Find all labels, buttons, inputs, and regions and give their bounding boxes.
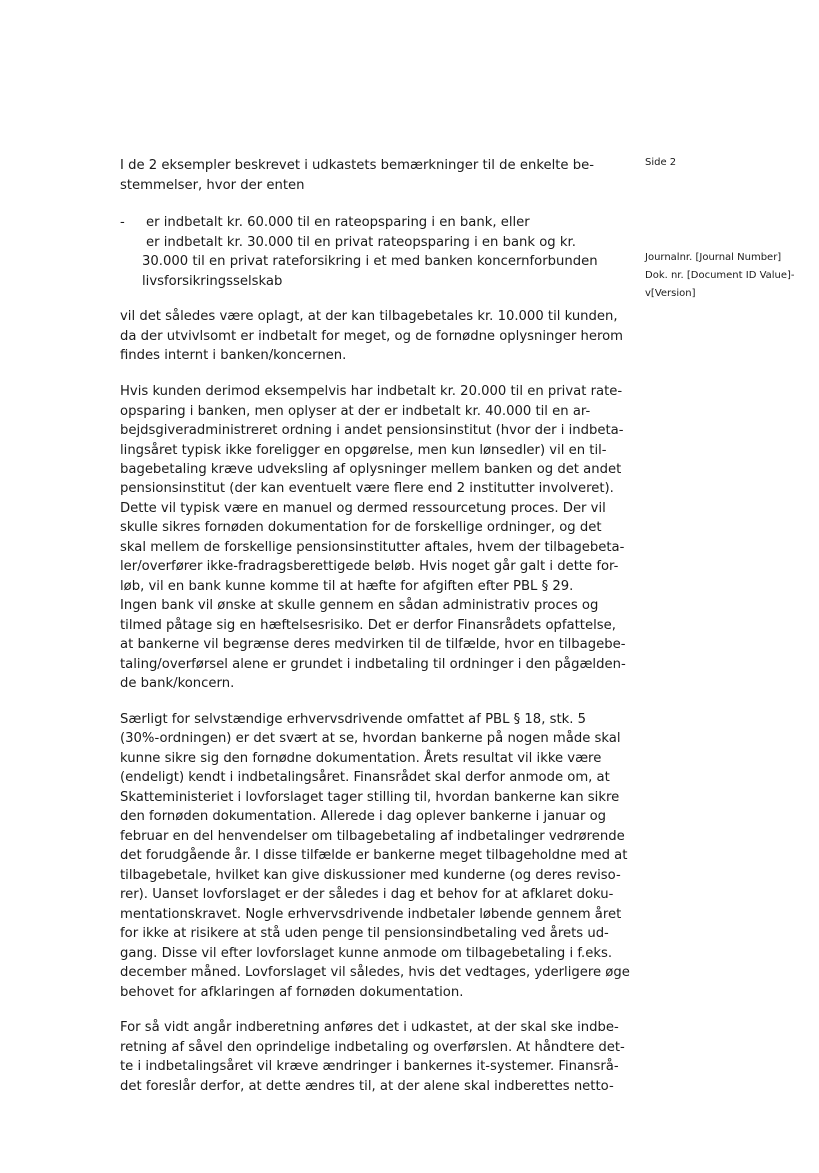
bullet-marker: - <box>120 215 125 230</box>
text-line: at bankerne vil begrænse deres medvirken til de tilfælde, hvor en tilbagebe- <box>120 637 626 652</box>
journal-number: Journalnr. [Journal Number] <box>645 252 782 263</box>
text-line: gang. Disse vil efter lovforslaget kunne anmode om tilbagebetaling i f.eks. <box>120 946 613 961</box>
text-line: februar en del henvendelser om tilbagebetaling af indbetalinger vedrørende <box>120 829 625 844</box>
text-line: findes internt i banken/koncernen. <box>120 348 347 363</box>
text-line: retning af såvel den oprindelige indbetaling og overførslen. At håndtere det- <box>120 1040 625 1055</box>
text-line: vil det således være oplagt, at der kan tilbagebetales kr. 10.000 til kunden, <box>120 309 618 324</box>
text-line: det foreslår derfor, at dette ændres til, at der alene skal indberettes netto- <box>120 1079 614 1094</box>
text-line: rer). Uanset lovforslaget er der således i dag et behov for at afklaret doku- <box>120 887 614 902</box>
text-line: bejdsgiveradministreret ordning i andet pensionsinstitut (hvor der i indbeta- <box>120 423 624 438</box>
text-line: for ikke at risikere at stå uden penge til pensionsindbetaling ved årets ud- <box>120 926 609 941</box>
text-line: behovet for afklaringen af fornøden dokumentation. <box>120 985 464 1000</box>
text-line: Hvis kunden derimod eksempelvis har indbetalt kr. 20.000 til en privat rate- <box>120 384 623 399</box>
text-line: december måned. Lovforslaget vil således, hvis det vedtages, yderligere øge <box>120 965 630 980</box>
text-line: pensionsinstitut (der kan eventuelt være flere end 2 institutter involveret). <box>120 481 614 496</box>
text-line: Dette vil typisk være en manuel og dermed ressourcetung proces. Der vil <box>120 501 606 516</box>
text-line: (30%-ordningen) er det svært at se, hvordan bankerne på nogen måde skal <box>120 731 621 746</box>
text-line: opsparing i banken, men oplyser at der er indbetalt kr. 40.000 til en ar- <box>120 404 591 419</box>
text-line: løb, vil en bank kunne komme til at hæfte for afgiften efter PBL § 29. <box>120 579 574 594</box>
text-line: da der utvivlsomt er indbetalt for meget, og de fornødne oplysninger herom <box>120 329 624 344</box>
text-line: (endeligt) kendt i indbetalingsåret. Finansrådet skal derfor anmode om, at <box>120 770 610 785</box>
text-line: Ingen bank vil ønske at skulle gennem en sådan administrativ proces og <box>120 598 599 613</box>
page-number: Side 2 <box>645 157 677 168</box>
text-line: lingsåret typisk ikke foreligger en opgørelse, men kun lønsedler) vil en til- <box>120 443 607 458</box>
text-line: skulle sikres fornøden dokumentation for de forskellige ordninger, og det <box>120 520 602 535</box>
text-line: ler/overfører ikke-fradragsberettigede beløb. Hvis noget går galt i dette for- <box>120 559 619 574</box>
text-line: tilbagebetale, hvilket kan give diskussioner med kunderne (og deres reviso- <box>120 868 621 883</box>
document-version: v[Version] <box>645 288 696 299</box>
text-line: te i indbetalingsåret vil kræve ændringer i bankernes it-systemer. Finansrå- <box>120 1059 619 1074</box>
text-line: 30.000 til en privat rateforsikring i et med banken koncernforbunden <box>142 254 598 269</box>
text-line: tilmed påtage sig en hæftelsesrisiko. Det er derfor Finansrådets opfattelse, <box>120 618 616 633</box>
text-line: det forudgående år. I disse tilfælde er bankerne meget tilbageholdne med at <box>120 848 628 863</box>
text-line: er indbetalt kr. 60.000 til en rateopsparing i en bank, eller <box>146 215 530 230</box>
text-line: de bank/koncern. <box>120 676 235 691</box>
text-line: kunne sikre sig den fornødne dokumentation. Årets resultat vil ikke være <box>120 751 602 766</box>
text-line: stemmelser, hvor der enten <box>120 178 305 193</box>
document-number: Dok. nr. [Document ID Value]- <box>645 270 795 281</box>
text-line: taling/overførsel alene er grundet i indbetaling til ordninger i den pågælden- <box>120 657 626 672</box>
text-line: er indbetalt kr. 30.000 til en privat rateopsparing i en bank og kr. <box>146 235 576 250</box>
text-line: livsforsikringsselskab <box>142 274 283 289</box>
text-line: For så vidt angår indberetning anføres det i udkastet, at der skal ske indbe- <box>120 1020 619 1035</box>
text-line: bagebetaling kræve udveksling af oplysninger mellem banken og det andet <box>120 462 622 477</box>
text-line: Særligt for selvstændige erhvervsdrivende omfattet af PBL § 18, stk. 5 <box>120 712 587 727</box>
text-line: Skatteministeriet i lovforslaget tager stilling til, hvordan bankerne kan sikre <box>120 790 620 805</box>
text-line: I de 2 eksempler beskrevet i udkastets bemærkninger til de enkelte be- <box>120 158 594 173</box>
text-line: mentationskravet. Nogle erhvervsdrivende indbetaler løbende gennem året <box>120 907 622 922</box>
text-line: skal mellem de forskellige pensionsinstitutter aftales, hvem der tilbagebeta- <box>120 540 625 555</box>
text-line: den fornøden dokumentation. Allerede i dag oplever bankerne i januar og <box>120 809 607 824</box>
